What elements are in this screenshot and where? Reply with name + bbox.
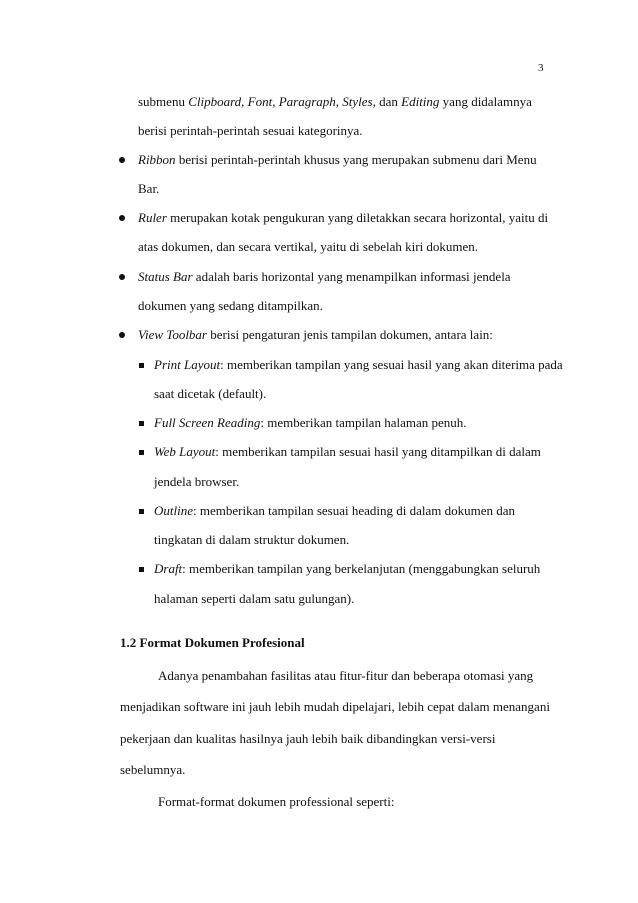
- text: submenu: [138, 94, 189, 109]
- bullet-3-line-2: dokumen yang sedang ditampilkan.: [138, 298, 323, 313]
- italic-term: Status Bar: [138, 269, 193, 284]
- section-heading: 1.2 Format Dokumen Profesional: [120, 635, 305, 650]
- bullet-dot-icon: [119, 215, 125, 221]
- intro-line-2: berisi perintah-perintah sesuai kategorinya.: [138, 123, 363, 138]
- sub-bullet-3-line-1: [154, 444, 541, 460]
- sub-bullet-4-line-2: tingkatan di dalam struktur dokumen.: [154, 532, 350, 547]
- sub-bullet-5-line-1: [154, 561, 540, 577]
- italic-term: Outline: [154, 503, 193, 518]
- bullet-dot-icon: [119, 332, 125, 338]
- square-bullet-icon: [139, 363, 144, 368]
- italic-term: Ruler: [138, 210, 167, 225]
- bullet-dot-icon: [119, 274, 125, 280]
- bullet-1-line-1: [138, 152, 537, 168]
- sub-bullet-1-line-1: [154, 357, 563, 373]
- paragraph-1-line-4: sebelumnya.: [120, 762, 186, 777]
- sub-bullet-4-line-1: [154, 503, 515, 519]
- square-bullet-icon: [139, 567, 144, 572]
- text: merupakan kotak pengukuran yang diletakkan secara horizontal, yaitu di: [166, 210, 549, 225]
- bullet-1-line-2: Bar.: [138, 181, 160, 196]
- italic-term: Editing: [401, 94, 440, 109]
- italic-term: View Toolbar: [138, 327, 207, 342]
- italic-term: Clipboard, Font, Paragraph, Styles,: [188, 94, 376, 109]
- text: adalah baris horizontal yang menampilkan informasi jendela: [192, 269, 511, 284]
- square-bullet-icon: [139, 450, 144, 455]
- text: yang didalamnya: [439, 94, 532, 109]
- paragraph-1-line-1: Adanya penambahan fasilitas atau fitur-fitur dan beberapa otomasi yang: [158, 668, 534, 683]
- intro-line-1: [138, 94, 532, 110]
- sub-bullet-2-line-1: [154, 415, 467, 431]
- sub-bullet-1-line-2: saat dicetak (default).: [154, 386, 267, 401]
- italic-term: Print Layout: [154, 357, 221, 372]
- bullet-3-line-1: [138, 269, 511, 285]
- text: : memberikan tampilan halaman penuh.: [260, 415, 467, 430]
- italic-term: Full Screen Reading: [154, 415, 261, 430]
- italic-term: Draft: [154, 561, 183, 576]
- paragraph-1-line-2: menjadikan software ini jauh lebih mudah dipelajari, lebih cepat dalam menangani: [120, 699, 550, 714]
- text: : memberikan tampilan yang berkelanjutan (menggabungkan seluruh: [182, 561, 541, 576]
- italic-term: Ribbon: [138, 152, 176, 167]
- paragraph-1-line-3: pekerjaan dan kualitas hasilnya jauh lebih baik dibandingkan versi-versi: [120, 731, 496, 746]
- bullet-2-line-1: [138, 210, 548, 226]
- sub-bullet-3-line-2: jendela browser.: [154, 474, 240, 489]
- bullet-4-line-1: [138, 327, 493, 343]
- text: dan: [375, 94, 402, 109]
- paragraph-2-line-1: Format-format dokumen professional seperti:: [158, 794, 395, 809]
- text: berisi perintah-perintah khusus yang merupakan submenu dari Menu: [175, 152, 537, 167]
- bullet-2-line-2: atas dokumen, dan secara vertikal, yaitu di sebelah kiri dokumen.: [138, 239, 479, 254]
- text: : memberikan tampilan sesuai heading di dalam dokumen dan: [193, 503, 516, 518]
- italic-term: Web Layout: [154, 444, 216, 459]
- square-bullet-icon: [139, 421, 144, 426]
- bullet-dot-icon: [119, 157, 125, 163]
- square-bullet-icon: [139, 509, 144, 514]
- page-number: 3: [538, 62, 544, 74]
- text: : memberikan tampilan yang sesuai hasil yang akan diterima pada: [220, 357, 563, 372]
- text: berisi pengaturan jenis tampilan dokumen, antara lain:: [207, 327, 493, 342]
- text: : memberikan tampilan sesuai hasil yang ditampilkan di dalam: [215, 444, 541, 459]
- sub-bullet-5-line-2: halaman seperti dalam satu gulungan).: [154, 591, 355, 606]
